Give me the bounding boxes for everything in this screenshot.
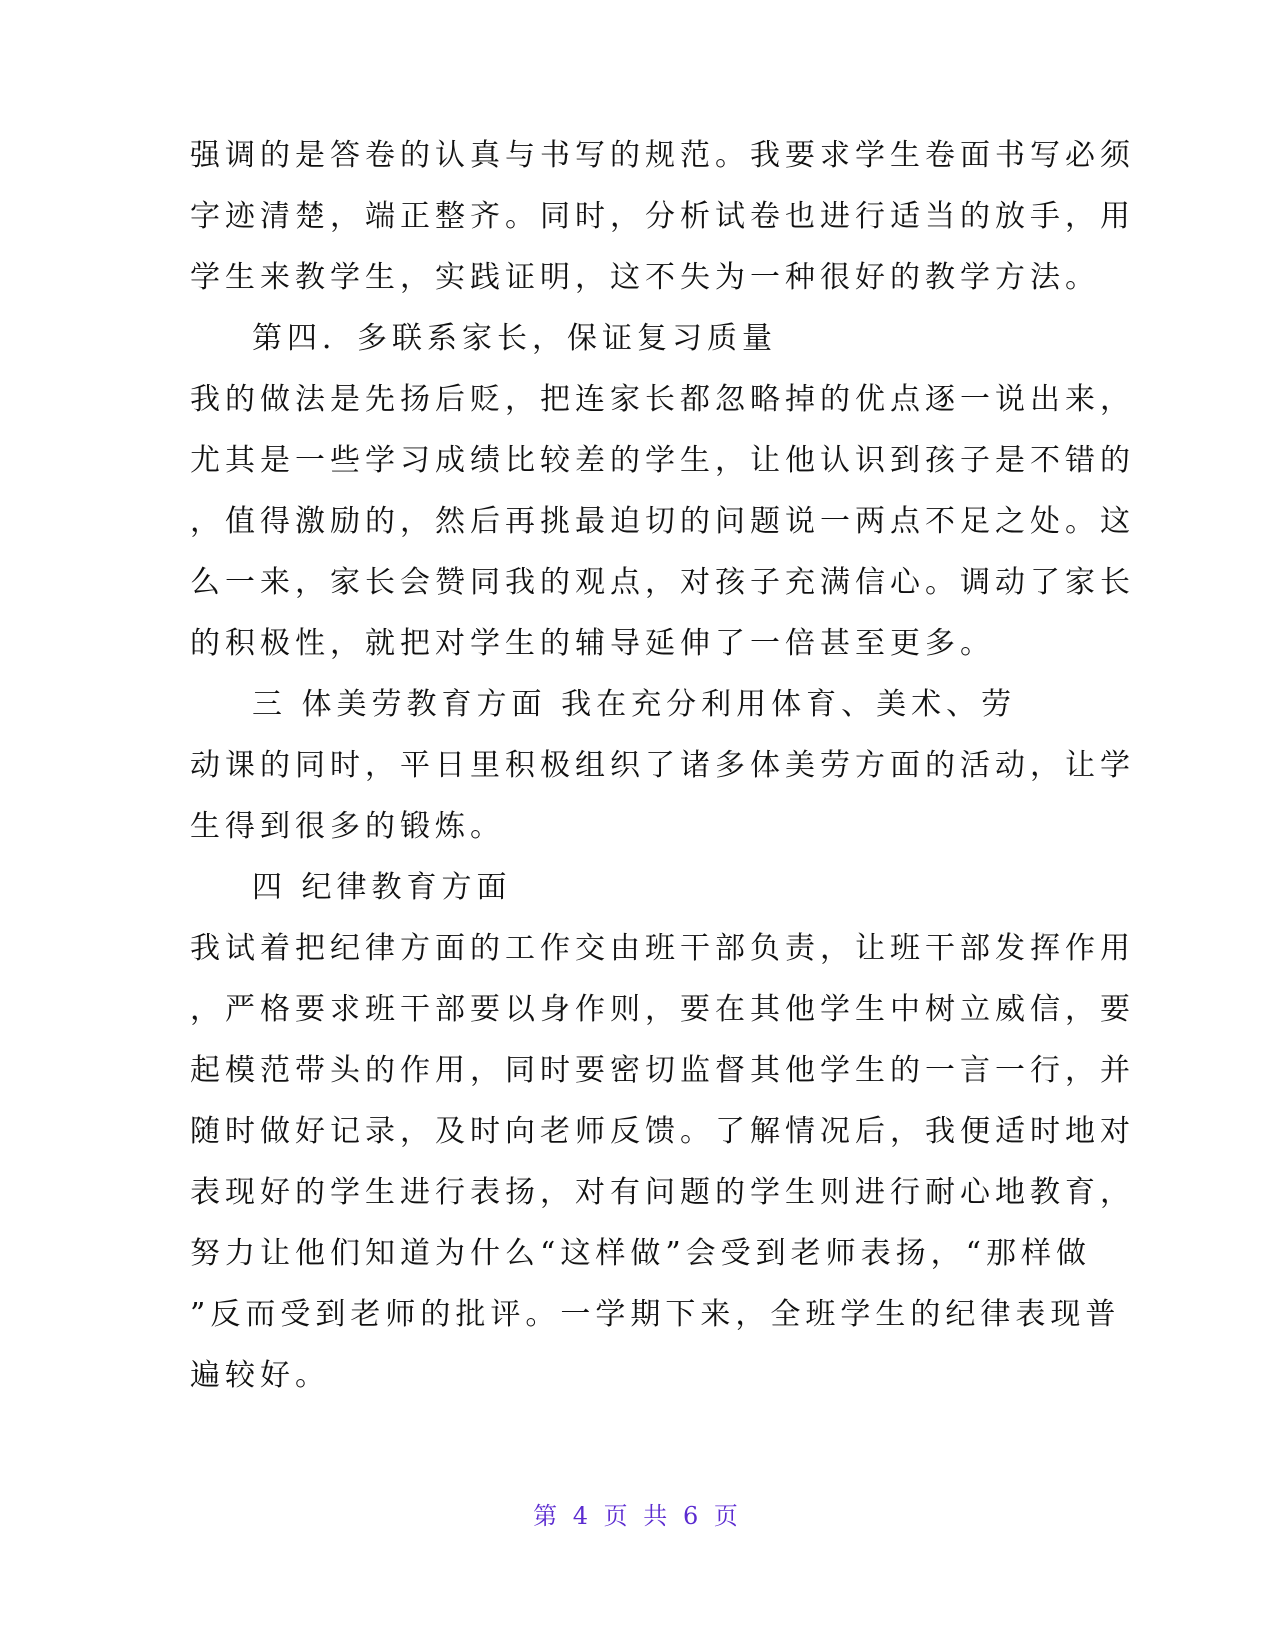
text-line: 学生来教学生，实践证明，这不失为一种很好的教学方法。 xyxy=(190,260,1100,295)
text-line: 遍较好。 xyxy=(190,1358,330,1393)
text-line: 起模范带头的作用，同时要密切监督其他学生的一言一行，并 xyxy=(190,1053,1135,1088)
text-line: 我试着把纪律方面的工作交由班干部负责，让班干部发挥作用 xyxy=(190,931,1135,966)
text-line: 字迹清楚，端正整齐。同时，分析试卷也进行适当的放手，用 xyxy=(190,199,1135,234)
page-total: 6 xyxy=(682,1502,703,1530)
text-line: 的积极性，就把对学生的辅导延伸了一倍甚至更多。 xyxy=(190,626,995,661)
page-footer xyxy=(0,1500,1275,1532)
text-line: 我的做法是先扬后贬，把连家长都忽略掉的优点逐一说出来， xyxy=(190,382,1135,417)
text-line: 强调的是答卷的认真与书写的规范。我要求学生卷面书写必须 xyxy=(190,138,1135,173)
page-number: 4 xyxy=(572,1502,593,1530)
text-line: ，严格要求班干部要以身作则，要在其他学生中树立威信，要 xyxy=(190,992,1135,1027)
text-line: 生得到很多的锻炼。 xyxy=(190,809,505,844)
text-line: 表现好的学生进行表扬，对有问题的学生则进行耐心地教育， xyxy=(190,1175,1135,1210)
text-line: 尤其是一些学习成绩比较差的学生，让他认识到孩子是不错的 xyxy=(190,443,1135,478)
text-line: 随时做好记录，及时向老师反馈。了解情况后，我便适时地对 xyxy=(190,1114,1135,1149)
section-heading: 三 体美劳教育方面 我在充分利用体育、美术、劳 xyxy=(252,687,1017,722)
text-line: 努力让他们知道为什么“这样做”会受到老师表扬，“那样做 xyxy=(190,1236,1092,1271)
section-heading: 第四．多联系家长，保证复习质量 xyxy=(252,321,777,356)
footer-suffix: 页 xyxy=(713,1502,742,1530)
text-line: ，值得激励的，然后再挑最迫切的问题说一两点不足之处。这 xyxy=(190,504,1135,539)
text-line: 动课的同时，平日里积极组织了诸多体美劳方面的活动，让学 xyxy=(190,748,1135,783)
section-heading: 四 纪律教育方面 xyxy=(252,870,512,905)
footer-middle: 页 共 xyxy=(603,1502,672,1530)
text-line: 么一来，家长会赞同我的观点，对孩子充满信心。调动了家长 xyxy=(190,565,1135,600)
text-line: ”反而受到老师的批评。一学期下来，全班学生的纪律表现普 xyxy=(190,1297,1121,1332)
footer-prefix: 第 xyxy=(533,1502,562,1530)
